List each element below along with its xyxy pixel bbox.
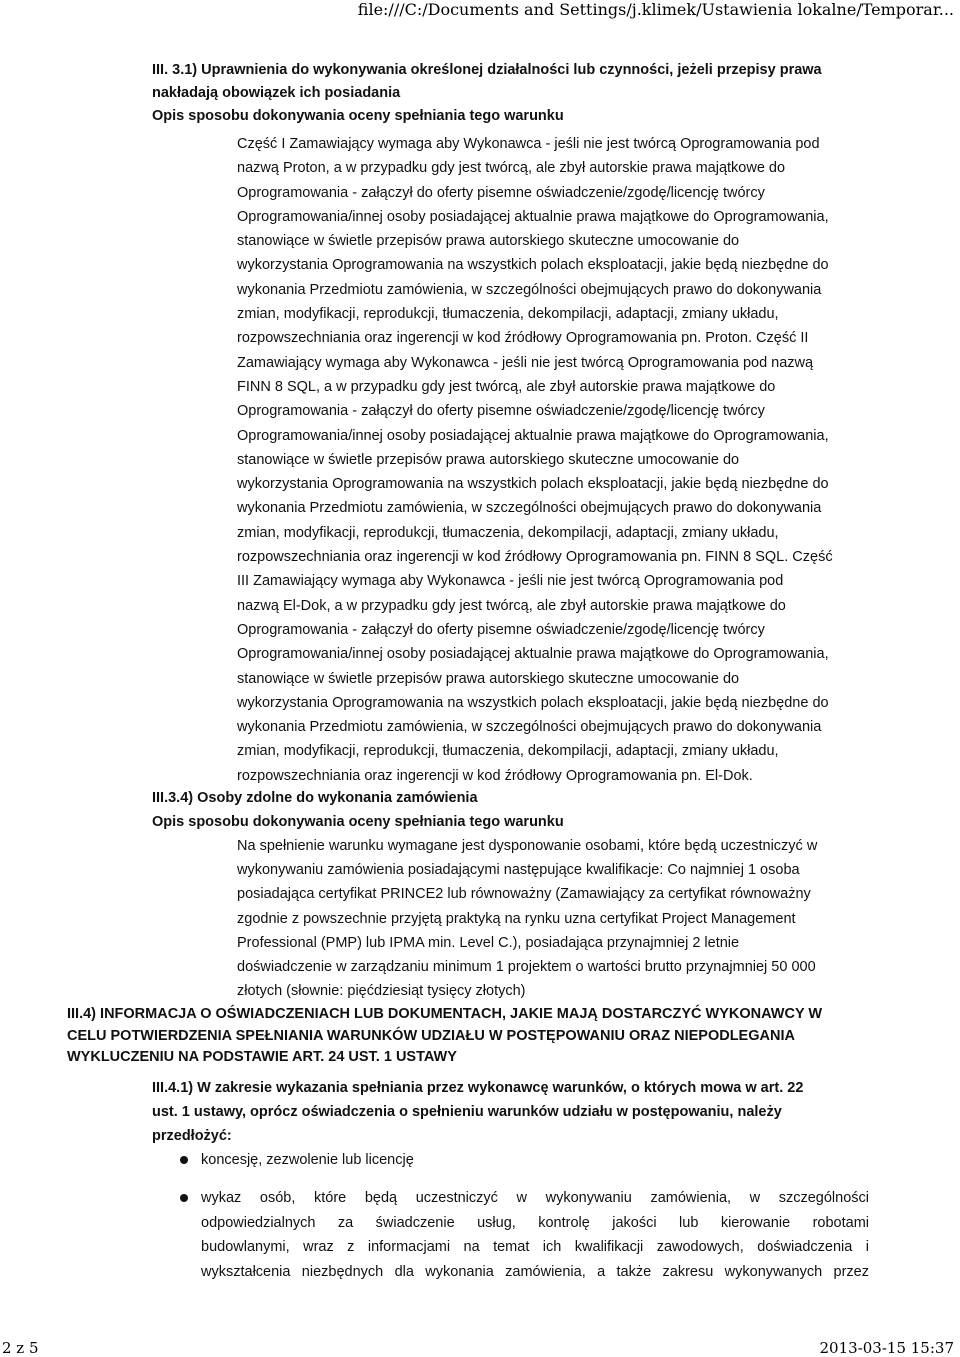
paragraph-line: wykonywaniu zamówienia posiadającymi następujące kwalifikacje: Co najmniej 1 osoba xyxy=(237,862,800,879)
paragraph-line: III Zamawiający wymaga aby Wykonawca - jeśli nie jest twórcą Oprogramowania pod xyxy=(237,573,784,590)
section-4-1-heading-line: III.4.1) W zakresie wykazania spełniania przez wykonawcę warunków, o których mowa w art. 22 xyxy=(152,1080,804,1096)
list-item-line: budowlanymi, wraz z informacjami na temat ich kwalifikacji zawodowych, doświadczenia i xyxy=(201,1239,869,1255)
paragraph-line: stanowiące w świetle przepisów prawa autorskiego skuteczne umocowanie do xyxy=(237,451,740,468)
section-3-1-heading xyxy=(152,59,897,128)
section-4-heading-line: III.4) INFORMACJA O OŚWIADCZENIACH LUB DOKUMENTACH, JAKIE MAJĄ DOSTARCZYĆ WYKONAWCY W xyxy=(67,1006,823,1022)
paragraph-line: rozpowszechniania oraz ingerencji w kod źródłowy Oprogramowania pn. FINN 8 SQL. Część xyxy=(237,549,833,566)
section-4-1-heading-line: ust. 1 ustawy, oprócz oświadczenia o spełnieniu warunków udziału w postępowaniu, należy xyxy=(152,1104,782,1120)
paragraph-line: FINN 8 SQL, a w przypadku gdy jest twórcą, ale zbył autorskie prawa majątkowe do xyxy=(237,378,776,395)
section-3-1-subheading: Opis sposobu dokonywania oceny spełniania tego warunku xyxy=(152,108,564,124)
list-item-line: wykształcenia niezbędnych dla wykonania zamówienia, a także zakresu wykonywanych przez xyxy=(201,1263,869,1280)
paragraph-line: rozpowszechniania oraz ingerencji w kod źródłowy Oprogramowania pn. El-Dok. xyxy=(237,767,753,784)
section-3-4-subheading: Opis sposobu dokonywania oceny spełniania tego warunku xyxy=(152,814,564,830)
paragraph-line: Oprogramowania/innej osoby posiadającej aktualnie prawa majątkowe do Oprogramowania, xyxy=(237,208,829,225)
paragraph-line: wykonania Przedmiotu zamówienia, w szczególności obejmujących prawo do dokonywania xyxy=(237,500,822,517)
paragraph-line: zgodnie z powszechnie przyjętą praktyką na rynku uzna certyfikat Project Management xyxy=(237,910,796,927)
section-3-1-heading-line2: nakładają obowiązek ich posiadania xyxy=(152,85,401,101)
section-4-1-heading-line: przedłożyć: xyxy=(152,1128,232,1144)
paragraph-line: złotych (słownie: pięćdziesiąt tysięcy złotych) xyxy=(237,983,526,1000)
paragraph-line: doświadczenie w zarządzaniu minimum 1 projektem o wartości brutto przynajmniej 50 000 xyxy=(237,959,816,976)
paragraph-line: Zamawiający wymaga aby Wykonawca - jeśli nie jest twórcą Oprogramowania pod nazwą xyxy=(237,354,814,371)
paragraph-line: wykonania Przedmiotu zamówienia, w szczególności obejmujących prawo do dokonywania xyxy=(237,281,822,298)
paragraph-line: nazwą El-Dok, a w przypadku gdy jest twórcą, ale zbył autorskie prawa majątkowe do xyxy=(237,597,786,614)
print-timestamp: 2013-03-15 15:37 xyxy=(819,1339,954,1357)
section-4-heading-line: CELU POTWIERDZENIA SPEŁNIANIA WARUNKÓW UDZIAŁU W POSTĘPOWANIU ORAZ NIEPODLEGANIA xyxy=(67,1027,795,1044)
paragraph-line: zmian, modyfikacji, reprodukcji, tłumaczenia, dekompilacji, adaptacji, zmiany układu, xyxy=(237,306,779,323)
section-4-heading-line: WYKLUCZENIU NA PODSTAWIE ART. 24 UST. 1 USTAWY xyxy=(67,1049,457,1065)
paragraph-line: posiadająca certyfikat PRINCE2 lub równoważny (Zamawiający za certyfikat równoważny xyxy=(237,886,811,903)
paragraph-line: wykorzystania Oprogramowania na wszystkich polach eksploatacji, jakie będą niezbędne do xyxy=(237,257,829,274)
list-item xyxy=(201,1186,869,1284)
paragraph-line: wykorzystania Oprogramowania na wszystkich polach eksploatacji, jakie będą niezbędne do xyxy=(237,476,829,493)
section-3-4-paragraph xyxy=(237,834,877,1003)
page-number: 2 z 5 xyxy=(2,1339,39,1357)
paragraph-line: stanowiące w świetle przepisów prawa autorskiego skuteczne umocowanie do xyxy=(237,670,740,687)
bullet-icon xyxy=(180,1194,188,1202)
section-3-1-paragraph xyxy=(237,132,877,788)
bullet-icon xyxy=(180,1156,188,1164)
section-4-1-heading xyxy=(152,1076,897,1148)
paragraph-line: Oprogramowania - załączył do oferty pisemne oświadczenie/zgodę/licencję twórcy xyxy=(237,621,765,638)
paragraph-line: wykonania Przedmiotu zamówienia, w szczególności obejmujących prawo do dokonywania xyxy=(237,719,822,736)
list-item: koncesję, zezwolenie lub licencję xyxy=(201,1152,414,1168)
paragraph-line: Na spełnienie warunku wymagane jest dysponowanie osobami, które będą uczestniczyć w xyxy=(237,838,818,854)
list-item-line: wykaz osób, które będą uczestniczyć w wykonywaniu zamówienia, w szczególności xyxy=(201,1190,869,1206)
paragraph-line: zmian, modyfikacji, reprodukcji, tłumaczenia, dekompilacji, adaptacji, zmiany układu, xyxy=(237,743,779,760)
paragraph-line: Professional (PMP) lub IPMA min. Level C.), posiadająca przynajmniej 2 letnie xyxy=(237,934,740,951)
paragraph-line: nazwą Proton, a w przypadku gdy jest twórcą, ale zbył autorskie prawa majątkowe do xyxy=(237,160,786,177)
paragraph-line: Oprogramowania/innej osoby posiadającej aktualnie prawa majątkowe do Oprogramowania, xyxy=(237,646,829,663)
paragraph-line: stanowiące w świetle przepisów prawa autorskiego skuteczne umocowanie do xyxy=(237,233,740,250)
paragraph-line: wykorzystania Oprogramowania na wszystkich polach eksploatacji, jakie będą niezbędne do xyxy=(237,694,829,711)
section-3-1-heading-line1: III. 3.1) Uprawnienia do wykonywania określonej działalności lub czynności, jeżeli przepisy prawa xyxy=(152,62,822,78)
paragraph-line: Część I Zamawiający wymaga aby Wykonawca - jeśli nie jest twórcą Oprogramowania pod xyxy=(237,136,820,152)
section-3-4-heading-text: III.3.4) Osoby zdolne do wykonania zamówienia xyxy=(152,790,478,806)
section-3-4-heading xyxy=(152,786,897,834)
list-item-line: odpowiedzialnych za świadczenie usług, kontrolę jakości lub kierowanie robotami xyxy=(201,1214,869,1231)
paragraph-line: Oprogramowania - załączył do oferty pisemne oświadczenie/zgodę/licencję twórcy xyxy=(237,184,765,201)
section-4-heading xyxy=(67,1004,907,1069)
paragraph-line: rozpowszechniania oraz ingerencji w kod źródłowy Oprogramowania pn. Proton. Część II xyxy=(237,330,809,347)
paragraph-line: Oprogramowania - załączył do oferty pisemne oświadczenie/zgodę/licencję twórcy xyxy=(237,403,765,420)
paragraph-line: zmian, modyfikacji, reprodukcji, tłumaczenia, dekompilacji, adaptacji, zmiany układu, xyxy=(237,524,779,541)
browser-print-header-url: file:///C:/Documents and Settings/j.klimek/Ustawienia lokalne/Temporar... xyxy=(357,0,954,19)
paragraph-line: Oprogramowania/innej osoby posiadającej aktualnie prawa majątkowe do Oprogramowania, xyxy=(237,427,829,444)
